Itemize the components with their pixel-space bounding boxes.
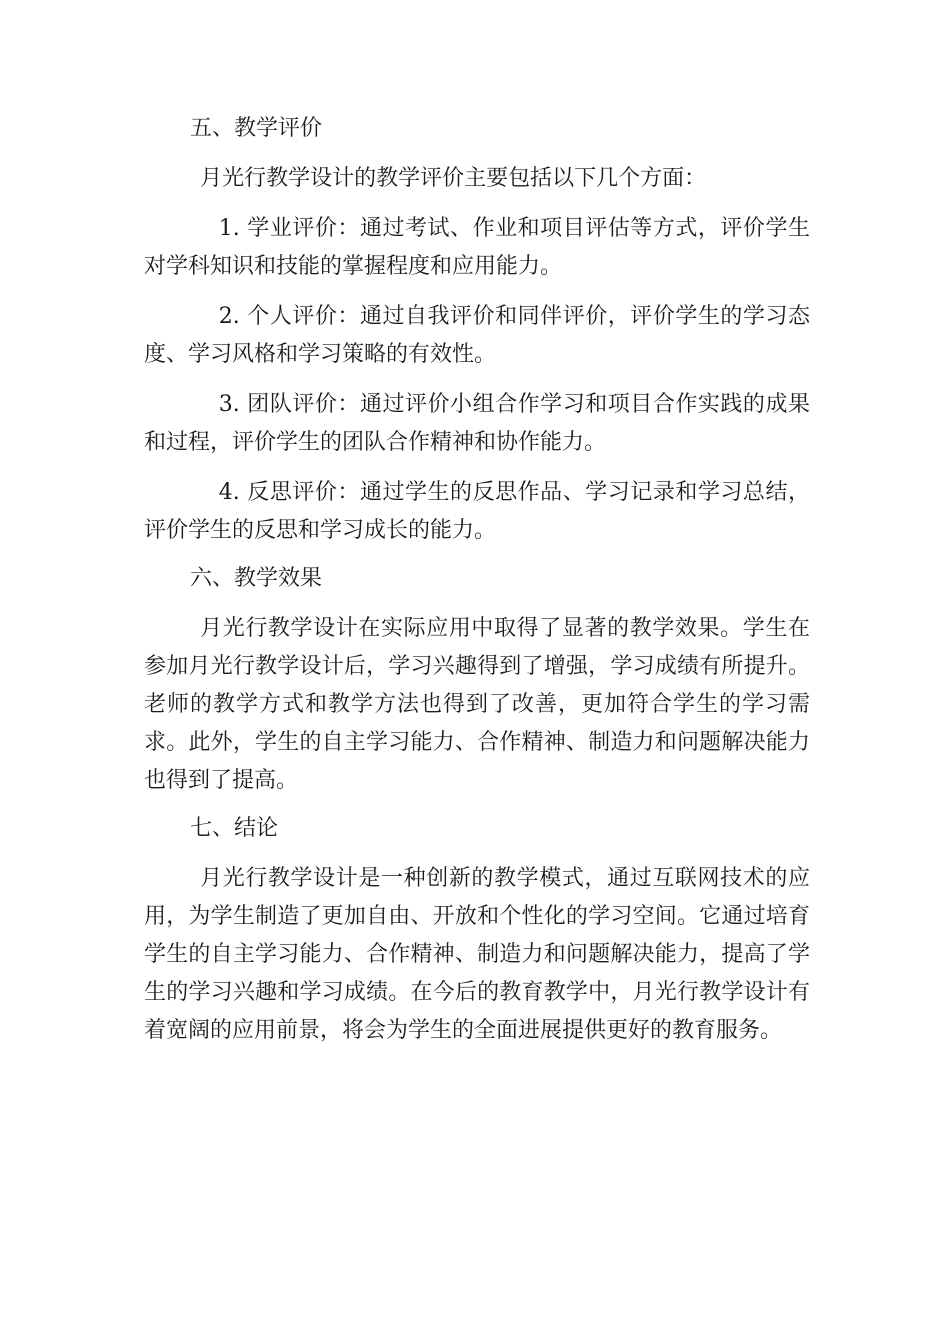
section-heading: 五、教学评价 (190, 116, 323, 141)
paragraph: 月光行教学设计是一种创新的教学模式，通过互联网技术的应用，为学生制造了更加自由、开放和个性化的学习空间。它通过培育学生的自主学习能力、合作精神、制造力和问题解决能力，提高了学生的学习兴趣和学习成绩。在今后的教育教学中，月光行教学设计有着宽阔的应用前景，将会为学生的全面进展提供更好的教育服务。 (144, 866, 810, 1043)
list-item-team: 3. 团队评价：通过评价小组合作学习和项目合作实践的成果和过程，评价学生的团队合作精神和协作能力。 (144, 392, 810, 455)
section-heading: 六、教学效果 (190, 566, 323, 591)
paragraph: 月光行教学设计在实际应用中取得了显著的教学效果。学生在参加月光行教学设计后，学习兴趣得到了增强，学习成绩有所提升。老师的教学方式和教学方法也得到了改善，更加符合学生的学习需求。此外，学生的自主学习能力、合作精神、制造力和问题解决能力也得到了提高。 (144, 616, 810, 793)
list-item-personal: 2. 个人评价：通过自我评价和同伴评价，评价学生的学习态度、学习风格和学习策略的有效性。 (144, 304, 810, 367)
paragraph: 月光行教学设计的教学评价主要包括以下几个方面： (200, 166, 707, 191)
section-evaluation (144, 112, 810, 550)
section-conclusion (144, 812, 810, 1050)
section-heading: 七、结论 (190, 816, 279, 841)
list-item-academic: 1. 学业评价：通过考试、作业和项目评估等方式，评价学生对学科知识和技能的掌握程度和应用能力。 (144, 216, 810, 279)
list-item-reflection: 4. 反思评价：通过学生的反思作品、学习记录和学习总结，评价学生的反思和学习成长的能力。 (144, 480, 810, 543)
section-effect (144, 562, 810, 800)
